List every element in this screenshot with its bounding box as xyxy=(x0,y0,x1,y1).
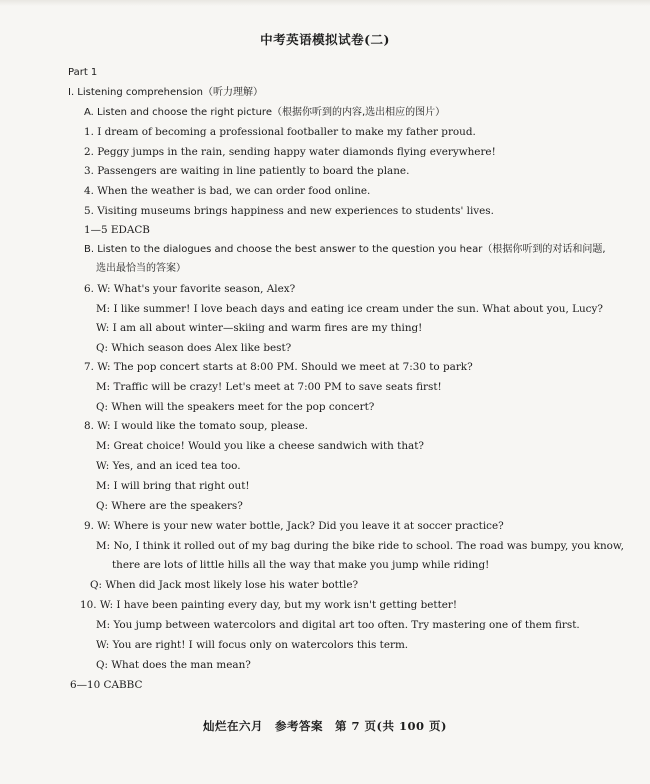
answer-key-b: 6—10 CABBC xyxy=(70,679,143,691)
dialogue-line: 6. W: What's your favorite season, Alex? xyxy=(84,283,296,295)
dialogue-line: 9. W: Where is your new water bottle, Jack? Did you leave it at soccer practice? xyxy=(84,520,504,532)
dialogue-line: M: Great choice! Would you like a cheese sandwich with that? xyxy=(96,440,424,452)
page-title: 中考英语模拟试卷(二) xyxy=(260,32,390,47)
list-item: 4. When the weather is bad, we can order food online. xyxy=(84,185,371,197)
dialogue-question: Q: What does the man mean? xyxy=(96,659,251,671)
dialogue-line: M: Traffic will be crazy! Let's meet at 7:00 PM to save seats first! xyxy=(96,381,442,393)
dialogue-question: Q: When will the speakers meet for the pop concert? xyxy=(96,401,375,413)
dialogue-question: Q: Which season does Alex like best? xyxy=(96,342,292,354)
section-heading-listening: Ⅰ. Listening comprehension（听力理解） xyxy=(68,87,263,98)
dialogue-line-cont: there are lots of little hills all the way that make you jump while riding! xyxy=(112,559,490,571)
dialogue-question: Q: When did Jack most likely lose his water bottle? xyxy=(90,579,359,591)
part-label: Part 1 xyxy=(68,67,98,78)
dialogue-line: 8. W: I would like the tomato soup, please. xyxy=(84,420,308,432)
list-item: 1. I dream of becoming a professional footballer to make my father proud. xyxy=(84,126,476,138)
dialogue-line: M: I will bring that right out! xyxy=(96,480,250,492)
dialogue-line: W: I am all about winter—skiing and warm fires are my thing! xyxy=(96,322,423,334)
dialogue-line: W: You are right! I will focus only on watercolors this term. xyxy=(96,639,409,651)
dialogue-line: M: You jump between watercolors and digital art too often. Try mastering one of them first. xyxy=(96,619,580,631)
dialogue-line: W: Yes, and an iced tea too. xyxy=(96,460,241,472)
section-b-heading-cont: 选出最恰当的答案） xyxy=(96,263,186,274)
answer-key-a: 1—5 EDACB xyxy=(84,224,150,236)
list-item: 3. Passengers are waiting in line patiently to board the plane. xyxy=(84,165,410,177)
dialogue-line: M: I like summer! I love beach days and eating ice cream under the sun. What about you, Lucy? xyxy=(96,303,603,315)
dialogue-question: Q: Where are the speakers? xyxy=(96,500,243,512)
dialogue-line: 7. W: The pop concert starts at 8:00 PM. Should we meet at 7:30 to park? xyxy=(84,361,473,373)
page-footer: 灿烂在六月 参考答案 第 7 页(共 100 页) xyxy=(203,719,447,733)
dialogue-line: 10. W: I have been painting every day, but my work isn't getting better! xyxy=(80,599,458,611)
section-a-heading: A. Listen and choose the right picture（根据你听到的内容,选出相应的图片） xyxy=(84,107,446,118)
section-b-heading: B. Listen to the dialogues and choose the best answer to the question you hear（根据你听到的对话和问题, xyxy=(84,244,606,255)
dialogue-line: M: No, I think it rolled out of my bag during the bike ride to school. The road was bumpy, you know, xyxy=(96,540,624,552)
list-item: 5. Visiting museums brings happiness and new experiences to students' lives. xyxy=(84,205,494,217)
list-item: 2. Peggy jumps in the rain, sending happy water diamonds flying everywhere! xyxy=(84,146,496,158)
